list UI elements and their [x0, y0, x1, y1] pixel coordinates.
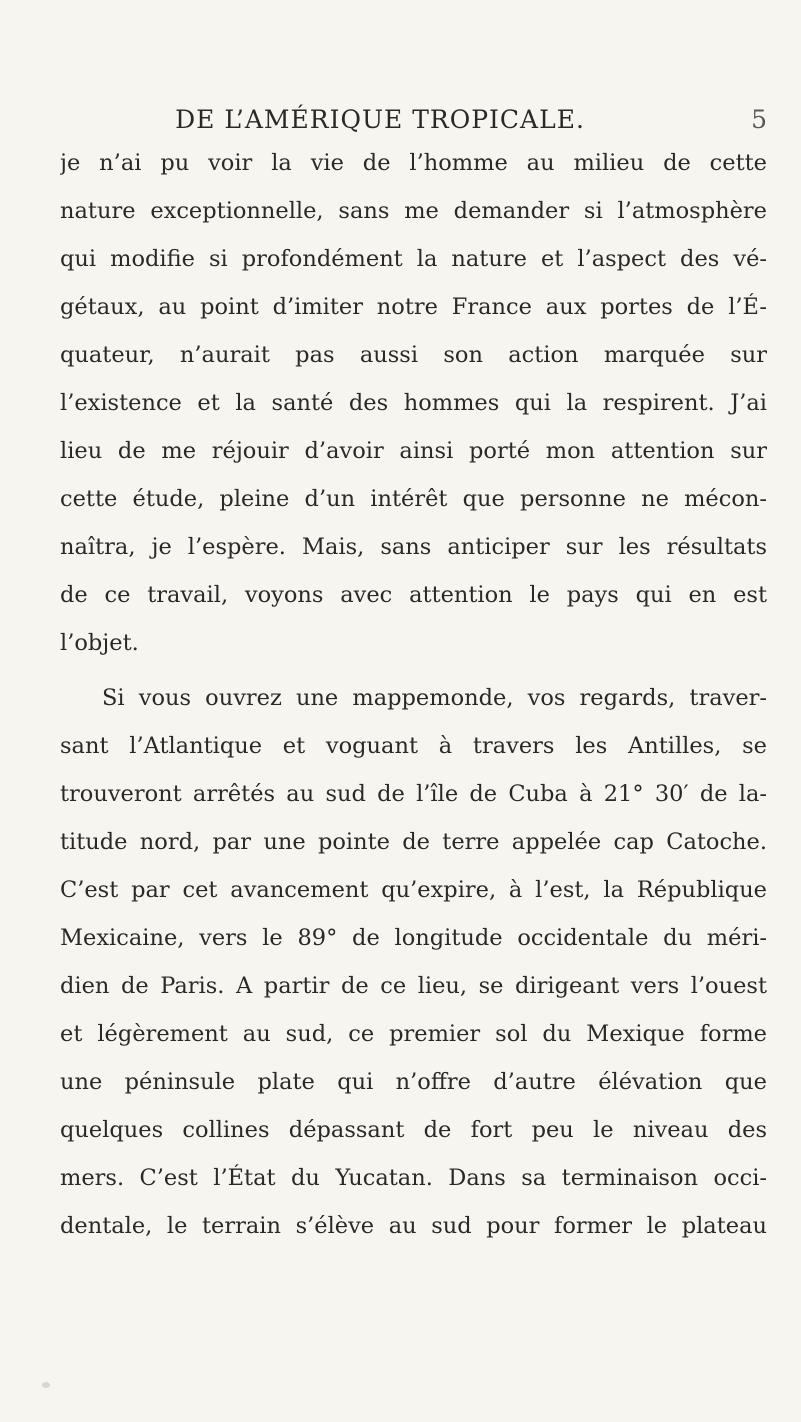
text-line: je n’ai pu voir la vie de l’homme au milieu de cette: [60, 150, 767, 176]
text-line: Si vous ouvrez une mappemonde, vos regards, traver-: [102, 685, 767, 711]
text-line: naîtra, je l’espère. Mais, sans anticiper sur les résultats: [60, 534, 767, 560]
text-line: Mexicaine, vers le 89° de longitude occidentale du méri-: [60, 925, 767, 951]
paragraph-2: [60, 674, 767, 1250]
text-line: quelques collines dépassant de fort peu le niveau des: [60, 1117, 767, 1143]
text-line: C’est par cet avancement qu’expire, à l’est, la République: [60, 877, 767, 903]
text-line: une péninsule plate qui n’offre d’autre élévation que: [60, 1069, 767, 1095]
text-line: quateur, n’aurait pas aussi son action marquée sur: [60, 342, 767, 368]
running-head: [60, 100, 767, 140]
page-number: 5: [751, 105, 767, 134]
text-line: dentale, le terrain s’élève au sud pour former le plateau: [60, 1213, 767, 1239]
text-line: et légèrement au sud, ce premier sol du Mexique forme: [60, 1021, 767, 1047]
paragraph-1: [60, 139, 767, 667]
text-line: lieu de me réjouir d’avoir ainsi porté mon attention sur: [60, 438, 767, 464]
text-line: gétaux, au point d’imiter notre France aux portes de l’É-: [60, 294, 767, 320]
text-line: cette étude, pleine d’un intérêt que personne ne mécon-: [60, 486, 767, 512]
text-line: l’existence et la santé des hommes qui la respirent. J’ai: [60, 390, 767, 416]
text-line: de ce travail, voyons avec attention le pays qui en est: [60, 582, 767, 608]
text-line: dien de Paris. A partir de ce lieu, se dirigeant vers l’ouest: [60, 973, 767, 999]
text-line: trouveront arrêtés au sud de l’île de Cuba à 21° 30′ de la-: [60, 781, 767, 807]
text-line: nature exceptionnelle, sans me demander si l’atmosphère: [60, 198, 767, 224]
text-line: qui modifie si profondément la nature et l’aspect des vé-: [60, 246, 767, 272]
text-line: mers. C’est l’État du Yucatan. Dans sa terminaison occi-: [60, 1165, 767, 1191]
text-line: titude nord, par une pointe de terre appelée cap Catoche.: [60, 829, 767, 855]
text-line: sant l’Atlantique et voguant à travers les Antilles, se: [60, 733, 767, 759]
paper-smudge: [42, 1382, 50, 1388]
running-title: DE L’AMÉRIQUE TROPICALE.: [175, 105, 585, 134]
text-line: l’objet.: [60, 630, 139, 656]
